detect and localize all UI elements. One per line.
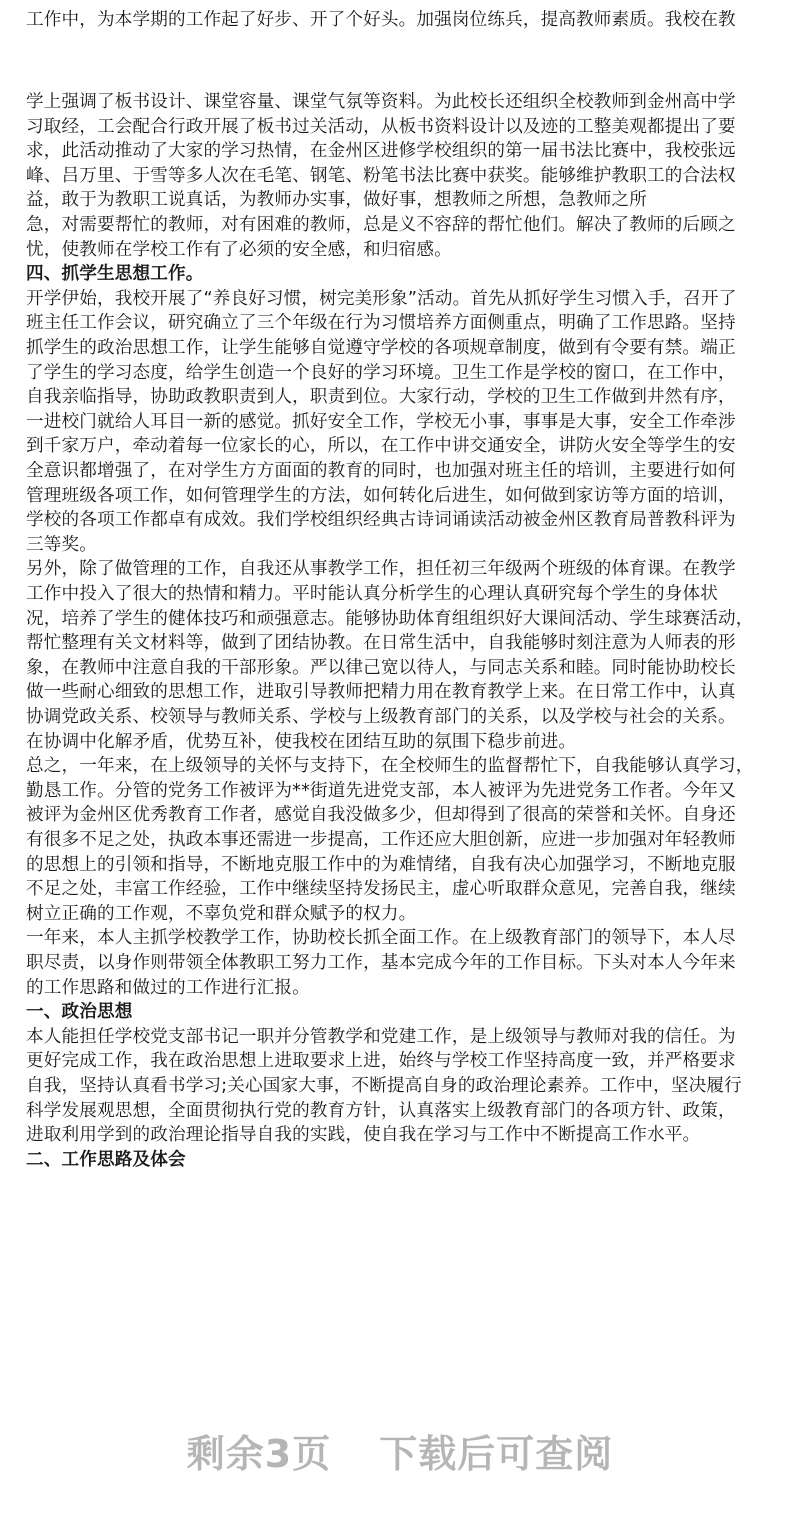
text-line: 被评为金州区优秀教育工作者，感觉自我没做多少，但却得到了很高的荣誉和关怀。自身还: [26, 805, 736, 826]
text-line: 工作中投入了很大的热情和精力。平时能认真分析学生的心理认真研究每个学生的身体状: [26, 584, 719, 604]
download-prompt[interactable]: [0, 1420, 800, 1480]
text-line: 抓学生的政治思想工作，让学生能够自觉遵守学校的各项规章制度，做到有令要有禁。端正: [26, 338, 736, 358]
text-line: 自我亲临指导，协助政教职责到人，职责到位。大家行动，学校的卫生工作做到井然有序，: [26, 387, 736, 408]
text-line: 进取利用学到的政治理论指导自我的实践，使自我在学习与工作中不断提高工作水平。: [26, 1125, 701, 1146]
remaining-pages-text[interactable]: 剩余3页: [186, 1431, 332, 1476]
text-line: 职尽责，以身作则带领全体教职工努力工作，基本完成今年的工作目标。下头对本人今年来: [26, 953, 736, 973]
text-line: 益，敢于为教职工说真话，为教师办实事，做好事，想教师之所想，急教师之所: [26, 190, 648, 211]
text-line: 协调党政关系、校领导与教师关系、学校与上级教育部门的关系，以及学校与社会的关系。: [26, 707, 736, 727]
text-line: 忧，使教师在学校工作有了必须的安全感，和归宿感。: [26, 239, 452, 260]
text-line: 了学生的学习态度，给学生创造一个良好的学习环境。卫生工作是学校的窗口，在工作中，: [26, 362, 736, 383]
text-line: 象，在教师中注意自我的干部形象。严以律己宽以待人，与同志关系和睦。同时能协助校长: [26, 657, 736, 678]
text-line: 本人能担任学校党支部书记一职并分管教学和党建工作，是上级领导与教师对我的信任。为: [26, 1026, 736, 1047]
text-line: 帮忙整理有关文材料等，做到了团结协教。在日常生活中，自我能够时刻注意为人师表的形: [26, 633, 736, 654]
section-heading: 四、抓学生思想工作。: [26, 264, 204, 285]
text-line: 学校的各项工作都卓有成效。我们学校组织经典古诗词诵读活动被金州区教育局普教科评为: [26, 510, 736, 531]
text-line: 到千家万户，牵动着每一位家长的心，所以，在工作中讲交通安全，讲防火安全等学生的安: [26, 436, 736, 457]
text-line: 峰、吕万里、于雪等多人次在毛笔、钢笔、粉笔书法比赛中获奖。能够维护教职工的合法权: [26, 165, 736, 186]
partial-top-line: [26, 0, 786, 2]
text-line: 开学伊始，我校开展了“养良好习惯，树完美形象”活动。首先从抓好学生习惯入手，召开了: [26, 288, 737, 309]
text-line: 况，培养了学生的健体技巧和顽强意志。能够协助体育组组织好大课间活动、学生球赛活动，: [26, 608, 754, 629]
text-line: 一进校门就给人耳目一新的感觉。抓好安全工作，学校无小事，事事是大事，安全工作牵涉: [26, 411, 736, 432]
section-heading: 二、工作思路及体会: [26, 1149, 186, 1170]
text-line: 有很多不足之处，执政本事还需进一步提高，工作还应大胆创新，应进一步加强对年轻教师: [26, 830, 736, 850]
text-line: 工作中，为本学期的工作起了好步、开了个好头。加强岗位练兵，提高教师素质。我校在教: [26, 10, 736, 30]
text-line: 求，此活动推动了大家的学习热情，在金州区进修学校组织的第一届书法比赛中，我校张远: [26, 141, 736, 162]
text-line: 全意识都增强了，在对学生方方面面的教育的同时，也加强对班主任的培训，主要进行如何: [26, 461, 736, 481]
text-line: 自我，坚持认真看书学习;关心国家大事，不断提高自身的政治理论素养。工作中，坚决履行: [26, 1076, 742, 1096]
text-line: 习取经，工会配合行政开展了板书过关活动，从板书资料设计以及迹的工整美观都提出了要: [26, 116, 736, 137]
text-line: 勤恳工作。分管的党务工作被评为**街道先进党支部，本人被评为先进党务工作者。今年又: [26, 780, 736, 801]
text-line: 另外，除了做管理的工作，自我还从事教学工作，担任初三年级两个班级的体育课。在教学: [26, 559, 736, 580]
text-line: 总之，一年来，在上级领导的关怀与支持下，在全校师生的监督帮忙下，自我能够认真学习，: [26, 756, 754, 777]
text-line: 不足之处，丰富工作经验，工作中继续坚持发扬民主，虚心听取群众意见，完善自我，继续: [26, 879, 736, 900]
download-hint-text[interactable]: 下载后可查阅: [379, 1431, 614, 1476]
section-heading: 一、政治思想: [26, 1002, 133, 1023]
text-line: 三等奖。: [26, 534, 97, 555]
text-line: 树立正确的工作观，不辜负党和群众赋予的权力。: [26, 903, 417, 924]
text-line: 管理班级各项工作，如何管理学生的方法，如何转化后进生，如何做到家访等方面的培训，: [26, 485, 736, 506]
text-line: 急，对需要帮忙的教师，对有困难的教师，总是义不容辞的帮忙他们。解决了教师的后顾之: [26, 215, 736, 235]
text-line: 更好完成工作，我在政治思想上进取要求上进，始终与学校工作坚持高度一致，并严格要求: [26, 1051, 736, 1072]
text-line: 一年来，本人主抓学校教学工作，协助校长抓全面工作。在上级教育部门的领导下，本人尽: [26, 928, 736, 949]
text-line: 科学发展观思想，全面贯彻执行党的教育方针，认真落实上级教育部门的各项方针、政策，: [26, 1100, 736, 1121]
text-line: 班主任工作会议，研究确立了三个年级在行为习惯培养方面侧重点，明确了工作思路。坚持: [26, 313, 736, 334]
text-line: 的工作思路和做过的工作进行汇报。: [26, 977, 310, 998]
text-line: 的思想上的引领和指导，不断地克服工作中的为难情绪，自我有决心加强学习，不断地克服: [26, 854, 736, 875]
text-line: 做一些耐心细致的思想工作，进取引导教师把精力用在教育教学上来。在日常工作中，认真: [26, 682, 736, 703]
text-line: 学上强调了板书设计、课堂容量、课堂气氛等资料。为此校长还组织全校教师到金州高中学: [26, 92, 736, 112]
text-line: 在协调中化解矛盾，优势互补，使我校在团结互助的氛围下稳步前进。: [26, 731, 577, 752]
